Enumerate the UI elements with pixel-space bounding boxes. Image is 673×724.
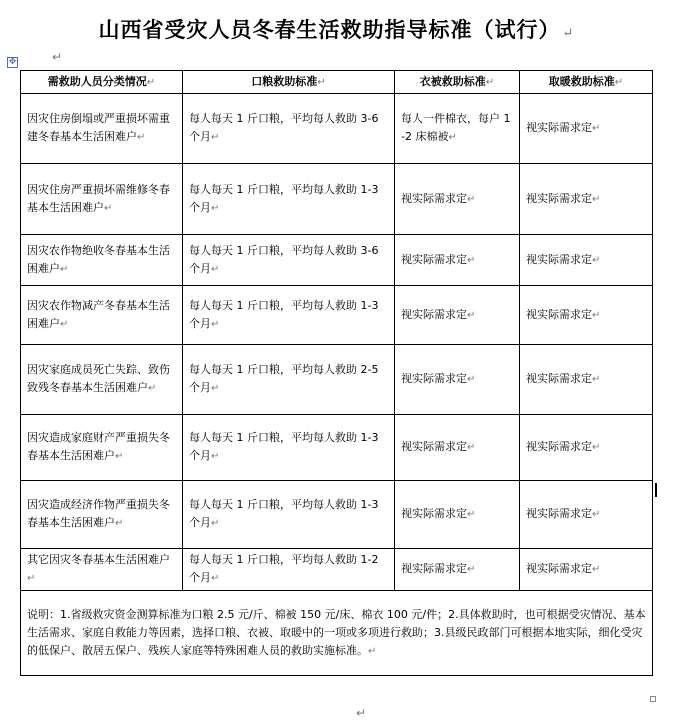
table-resize-handle[interactable]	[650, 696, 656, 702]
table-row	[21, 345, 653, 415]
cell-heating[interactable]: 视实际需求定↵	[520, 94, 653, 164]
cell-heating[interactable]: 视实际需求定↵	[520, 286, 653, 345]
paragraph-mark: ↵	[562, 26, 575, 41]
cell-heating[interactable]: 视实际需求定↵	[520, 481, 653, 549]
header-category[interactable]: 需救助人员分类情况↵	[21, 71, 183, 94]
cell-category[interactable]: 因灾住房倒塌或严重损坏需重建冬春基本生活困难户↵	[21, 94, 183, 164]
table-row	[21, 94, 653, 164]
table-row	[21, 164, 653, 235]
table-header-row	[21, 71, 653, 94]
cell-clothing[interactable]: 视实际需求定↵	[395, 415, 520, 481]
cell-clothing[interactable]: 视实际需求定↵	[395, 164, 520, 235]
cell-food[interactable]: 每人每天 1 斤口粮，平均每人救助 1-3 个月↵	[183, 286, 395, 345]
cell-heating[interactable]: 视实际需求定↵	[520, 345, 653, 415]
cell-food[interactable]: 每人每天 1 斤口粮，平均每人救助 3-6 个月↵	[183, 235, 395, 286]
cell-clothing[interactable]: 视实际需求定↵	[395, 345, 520, 415]
cell-clothing[interactable]: 每人一件棉衣，每户 1-2 床棉被↵	[395, 94, 520, 164]
table-note-row	[21, 591, 653, 676]
table-row	[21, 286, 653, 345]
table-row	[21, 235, 653, 286]
cell-heating[interactable]: 视实际需求定↵	[520, 235, 653, 286]
cell-category[interactable]: 因灾家庭成员死亡失踪、致伤致残冬春基本生活困难户↵	[21, 345, 183, 415]
cell-category[interactable]: 因灾住房严重损坏需维修冬春基本生活困难户↵	[21, 164, 183, 235]
cell-clothing[interactable]: 视实际需求定↵	[395, 286, 520, 345]
paragraph-mark: ↵	[52, 50, 63, 64]
header-food[interactable]: 口粮救助标准↵	[183, 71, 395, 94]
cell-food[interactable]: 每人每天 1 斤口粮，平均每人救助 1-3 个月↵	[183, 481, 395, 549]
cell-food[interactable]: 每人每天 1 斤口粮，平均每人救助 1-2 个月↵	[183, 549, 395, 591]
cell-category[interactable]: 其它因灾冬春基本生活困难户↵	[21, 549, 183, 591]
cell-food[interactable]: 每人每天 1 斤口粮，平均每人救助 3-6 个月↵	[183, 94, 395, 164]
paragraph-mark: ↵	[356, 706, 367, 720]
table-row	[21, 481, 653, 549]
cell-clothing[interactable]: 视实际需求定↵	[395, 481, 520, 549]
cell-category[interactable]: 因灾造成家庭财产严重损失冬春基本生活困难户↵	[21, 415, 183, 481]
table-move-handle-icon[interactable]: ✥	[8, 57, 17, 67]
note-cell[interactable]: 说明：1.省级救灾资金测算标准为口粮 2.5 元/斤、棉被 150 元/床、棉衣 100 元/件；2.具体救助时，也可根据受灾情况、基本生活需求、家庭自救能力等因素，选择口粮、衣被、取暖中的一项或多项进行救助；3.县级民政部门可根据本地实际，细化受灾的低保户、散居五保户、残疾人家庭等特殊困难人员的救助实施标准。↵	[21, 591, 653, 676]
header-heating[interactable]: 取暖救助标准↵	[520, 71, 653, 94]
cell-heating[interactable]: 视实际需求定↵	[520, 164, 653, 235]
document-title: 山西省受灾人员冬春生活救助指导标准（试行） ↵	[98, 17, 575, 42]
cell-clothing[interactable]: 视实际需求定↵	[395, 235, 520, 286]
cell-food[interactable]: 每人每天 1 斤口粮，平均每人救助 1-3 个月↵	[183, 164, 395, 235]
header-clothing[interactable]: 衣被救助标准↵	[395, 71, 520, 94]
table-row	[21, 415, 653, 481]
relief-standards-table	[20, 70, 653, 676]
cell-category[interactable]: 因灾农作物减产冬春基本生活困难户↵	[21, 286, 183, 345]
cell-heating[interactable]: 视实际需求定↵	[520, 549, 653, 591]
table-row	[21, 549, 653, 591]
cell-heating[interactable]: 视实际需求定↵	[520, 415, 653, 481]
cell-food[interactable]: 每人每天 1 斤口粮，平均每人救助 1-3 个月↵	[183, 415, 395, 481]
cell-clothing[interactable]: 视实际需求定↵	[395, 549, 520, 591]
cell-food[interactable]: 每人每天 1 斤口粮，平均每人救助 2-5 个月↵	[183, 345, 395, 415]
cell-category[interactable]: 因灾农作物绝收冬春基本生活困难户↵	[21, 235, 183, 286]
cell-category[interactable]: 因灾造成经济作物严重损失冬春基本生活困难户↵	[21, 481, 183, 549]
text-cursor	[655, 483, 657, 497]
